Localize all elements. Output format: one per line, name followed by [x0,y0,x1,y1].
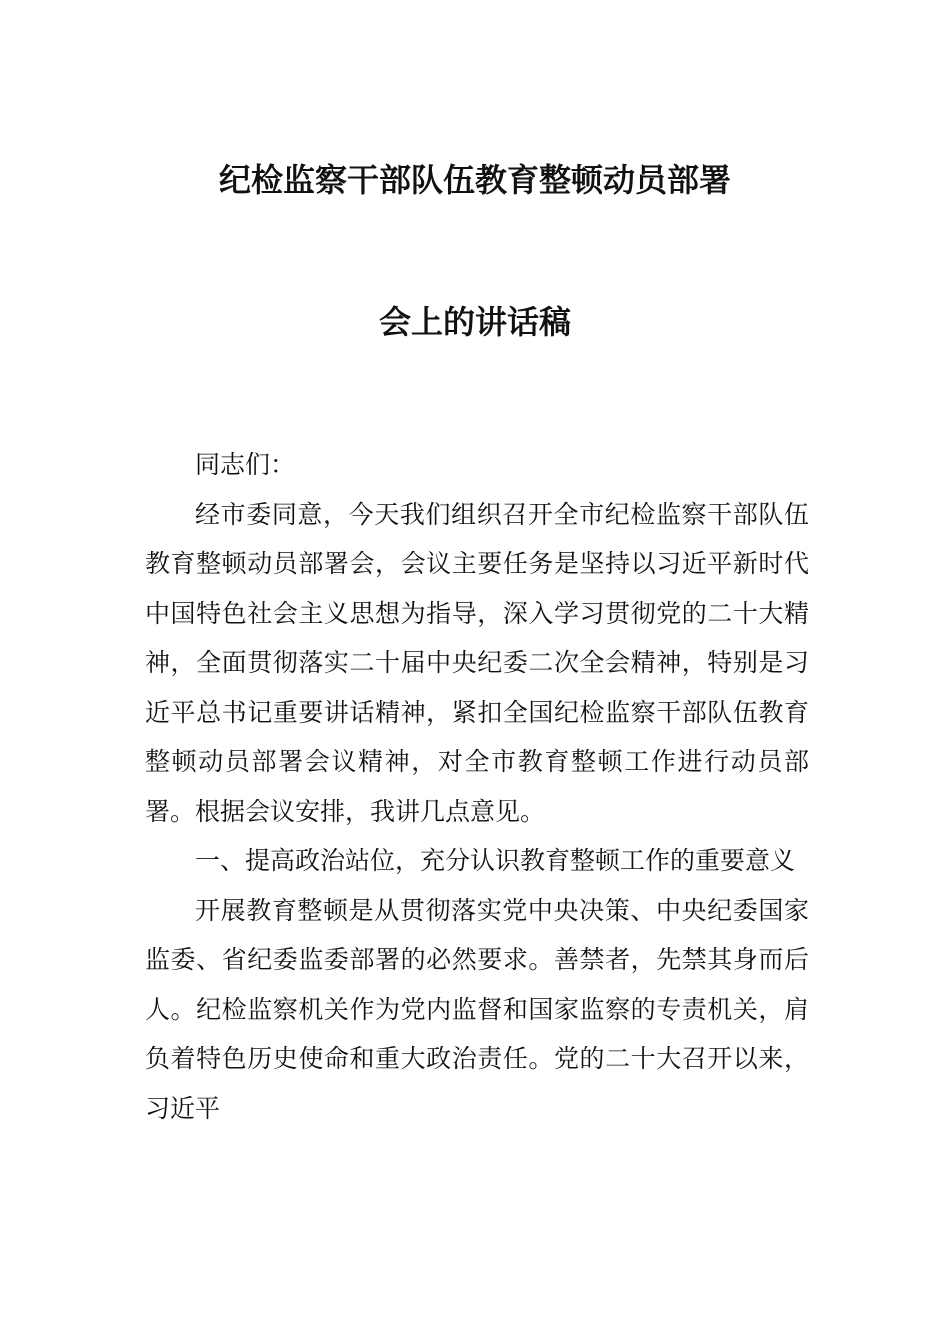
section-heading-1: 一、提高政治站位，充分认识教育整顿工作的重要意义 [195,846,796,875]
document-title-line-2: 会上的讲话稿 [378,303,571,341]
document-body [145,440,809,1133]
paragraph-intro: 经市委同意，今天我们组织召开全市纪检监察干部队伍教育整顿动员部署会，会议主要任务是坚持以习近平新时代中国特色社会主义思想为指导，深入学习贯彻党的二十大精神，全面贯彻落实二十届中央纪委二次全会精神，特别是习近平总书记重要讲话精神，紧扣全国纪检监察干部队伍教育整顿动员部署会议精神，对全市教育整顿工作进行动员部署。根据会议安排，我讲几点意见。 [145,499,809,826]
document-title-line-1: 纪检监察干部队伍教育整顿动员部署 [218,161,731,199]
salutation: 同志们： [195,450,296,479]
paragraph-section-1: 开展教育整顿是从贯彻落实党中央决策、中央纪委国家监委、省纪委监委部署的必然要求。善禁者，先禁其身而后人。纪检监察机关作为党内监督和国家监察的专责机关，肩负着特色历史使命和重大政治责任。党的二十大召开以来，习近平 [145,895,809,1123]
